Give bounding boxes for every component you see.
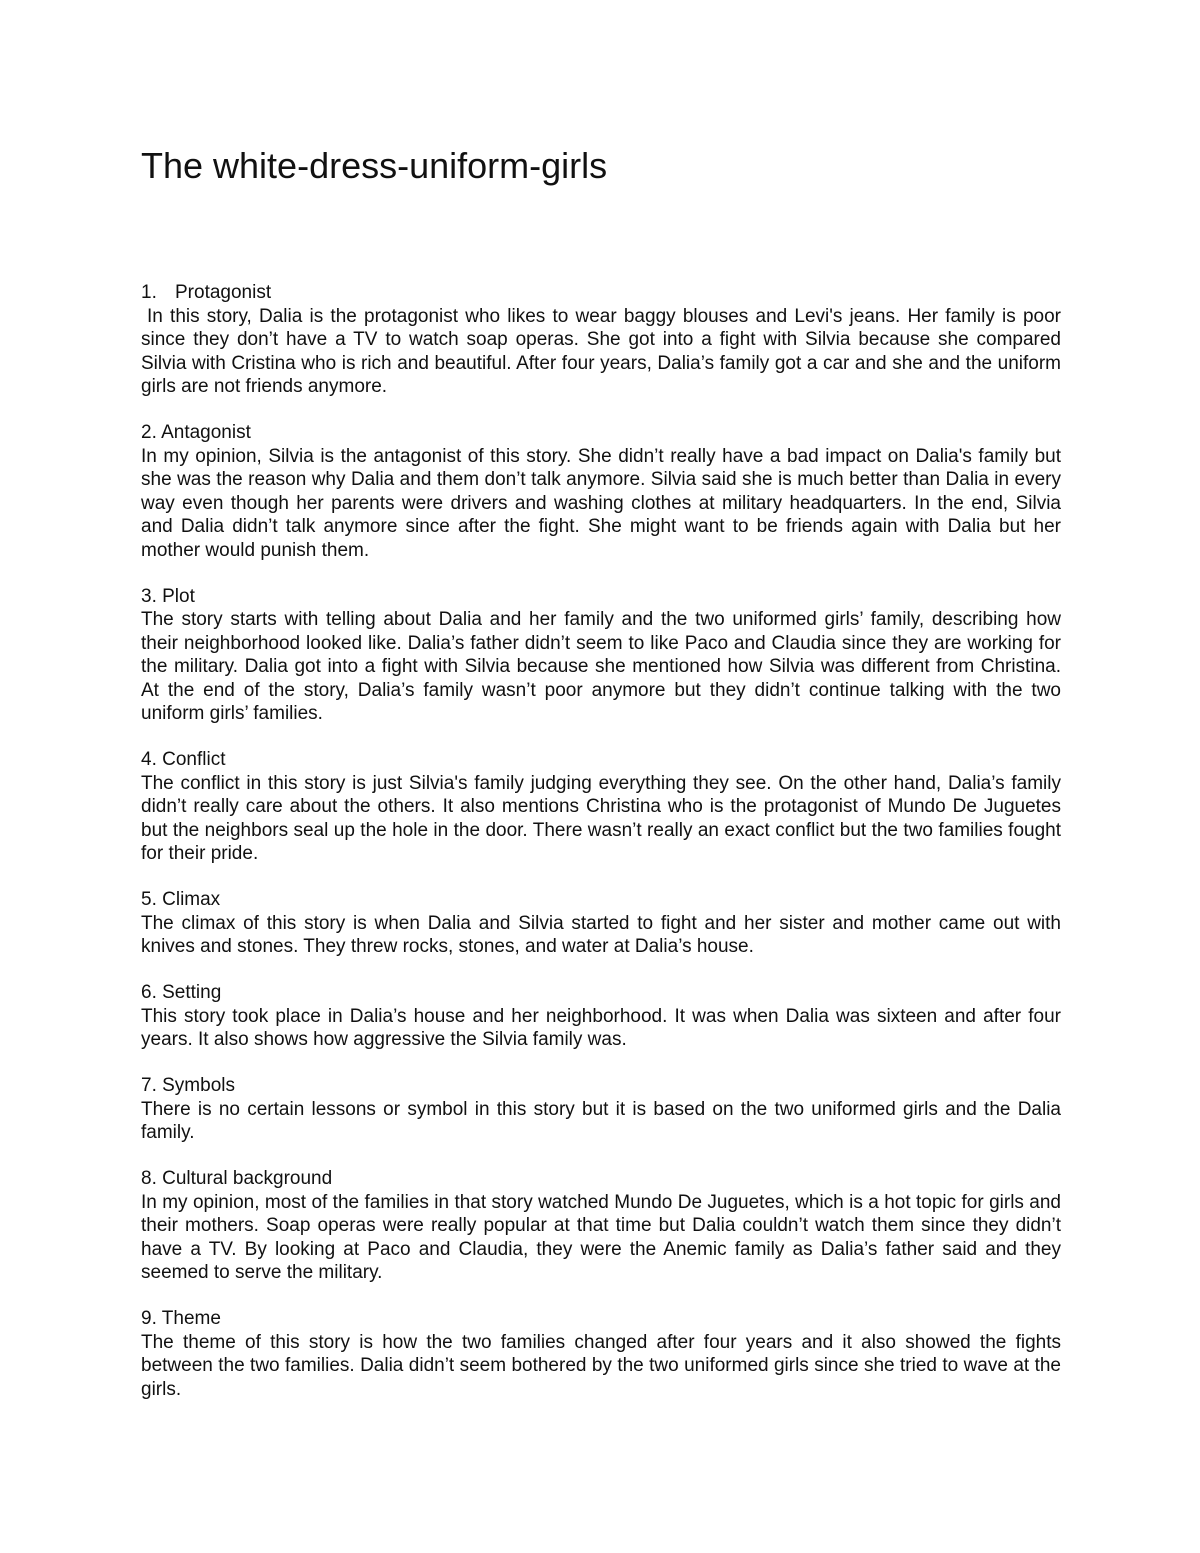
section-heading xyxy=(141,281,1061,305)
section-heading: 5. Climax xyxy=(141,889,221,910)
section-heading: 9. Theme xyxy=(141,1308,221,1329)
section-heading: 8. Cultural background xyxy=(141,1168,333,1189)
section-body: There is no certain lessons or symbol in this story but it is based on the two uniformed girls and the Dalia family. xyxy=(141,1098,1061,1143)
section-cultural-background xyxy=(141,1167,1061,1285)
section-plot xyxy=(141,585,1061,726)
section-heading: 4. Conflict xyxy=(141,749,226,770)
section-symbols xyxy=(141,1074,1061,1145)
section-setting xyxy=(141,981,1061,1052)
section-climax xyxy=(141,888,1061,959)
section-heading-text: Protagonist xyxy=(175,282,272,303)
section-protagonist xyxy=(141,281,1061,399)
section-body: In my opinion, Silvia is the antagonist of this story. She didn’t really have a bad impact on Dalia's family but she was the reason why Dalia and them don’t talk anymore. Silvia said she is much better than Dalia in every way even though her parents were drivers and washing clothes at military headquarters. In the end, Silvia and Dalia didn’t talk anymore since after the fight. She might want to be friends again with Dalia but her mother would punish them. xyxy=(141,445,1061,561)
section-conflict xyxy=(141,748,1061,866)
section-heading: 3. Plot xyxy=(141,585,195,607)
section-number: 1. xyxy=(141,282,157,303)
section-antagonist xyxy=(141,421,1061,562)
section-body: The theme of this story is how the two families changed after four years and it also showed the fights between the two families. Dalia didn’t seem bothered by the two uniformed girls since she tried to wave at the girls. xyxy=(141,1331,1061,1400)
section-body: The story starts with telling about Dalia and her family and the two uniformed girls’ family, describing how their neighborhood looked like. Dalia’s father didn’t seem to like Paco and Claudia since they are working for the military. Dalia got into a fight with Silvia because she mentioned how Silvia was different from Christina. At the end of the story, Dalia’s family wasn’t poor anymore but they didn’t continue talking with the two uniform girls’ families. xyxy=(141,609,1061,724)
section-body: In my opinion, most of the families in that story watched Mundo De Juguetes, which is a hot topic for girls and their mothers. Soap operas were really popular at that time but Dalia couldn’t watch them since they didn’t have a TV. By looking at Paco and Claudia, they were the Anemic family as Dalia’s father said and they seemed to serve the military. xyxy=(141,1191,1061,1283)
section-body: In this story, Dalia is the protagonist who likes to wear baggy blouses and Levi's jeans. Her family is poor since they don’t have a TV to watch soap operas. She got into a fight with Silvia because she compared Silvia with Cristina who is rich and beautiful. After four years, Dalia’s family got a car and she and the uniform girls are not friends anymore. xyxy=(141,305,1061,397)
section-body: The climax of this story is when Dalia and Silvia started to fight and her sister and mother came out with knives and stones. They threw rocks, stones, and water at Dalia’s house. xyxy=(141,912,1061,957)
section-body: This story took place in Dalia’s house and her neighborhood. It was when Dalia was sixteen and after four years. It also shows how aggressive the Silvia family was. xyxy=(141,1005,1061,1050)
section-theme xyxy=(141,1307,1061,1401)
document-title: The white-dress-uniform-girls xyxy=(141,145,608,186)
section-heading: 6. Setting xyxy=(141,982,222,1003)
section-body: The conflict in this story is just Silvia's family judging everything they see. On the other hand, Dalia’s family didn’t really care about the others. It also mentions Christina who is the protagonist of Mundo De Juguetes but the neighbors seal up the hole in the door. There wasn’t really an exact conflict but the two families fought for their pride. xyxy=(141,772,1061,864)
section-heading: 2. Antagonist xyxy=(141,422,251,443)
section-heading: 7. Symbols xyxy=(141,1075,235,1096)
document-content xyxy=(141,281,1061,1424)
